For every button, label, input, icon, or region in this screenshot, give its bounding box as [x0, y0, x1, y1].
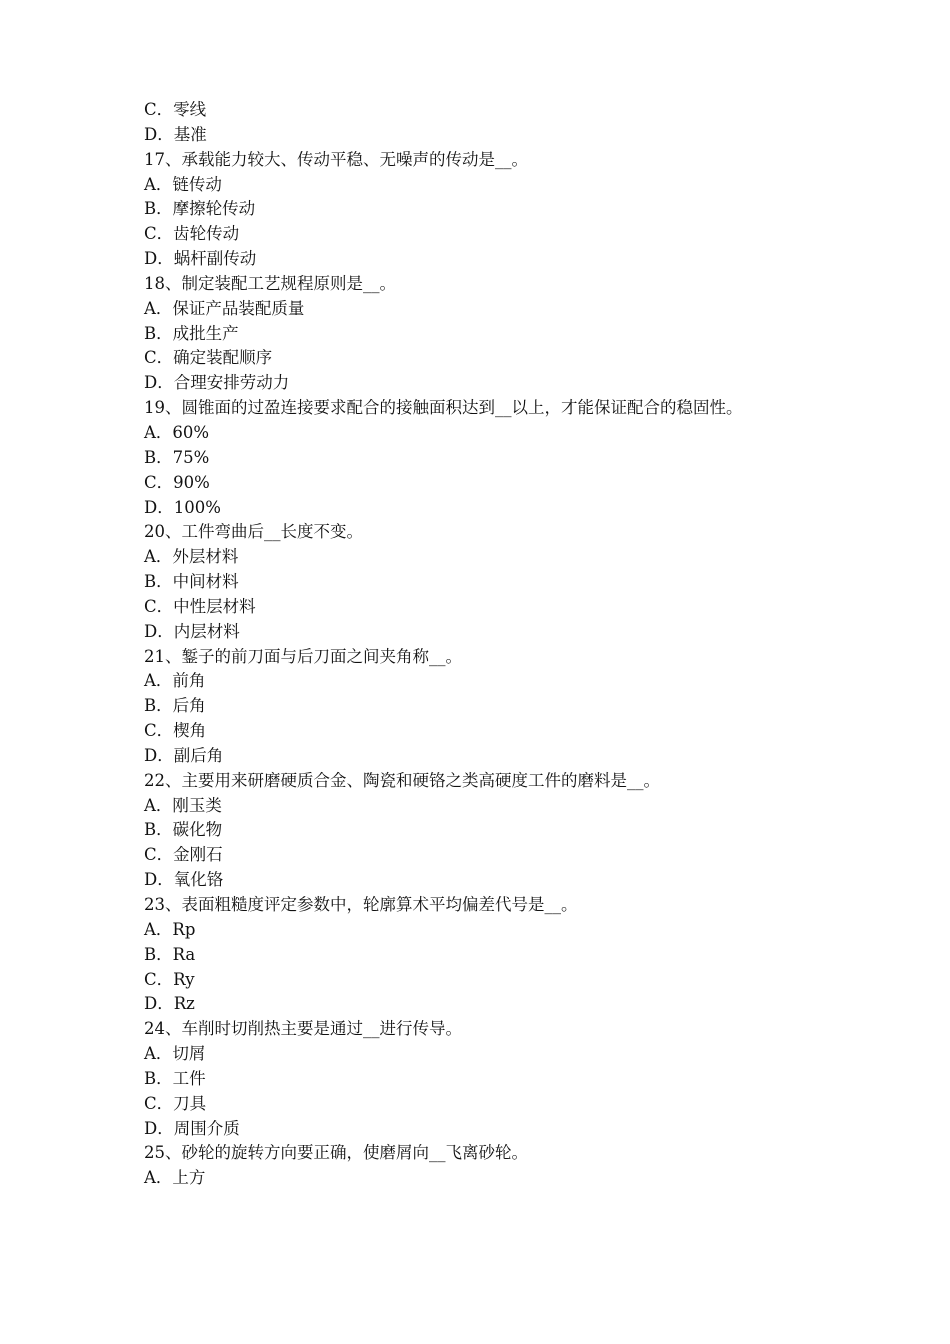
- question-line: 21、錾子的前刀面与后刀面之间夹角称__。: [144, 646, 462, 666]
- question-line: 24、车削时切削热主要是通过__进行传导。: [144, 1019, 462, 1039]
- option-line: B．成批生产: [144, 323, 239, 343]
- option-line: D．合理安排劳动力: [144, 373, 290, 393]
- option-line: D．基准: [144, 124, 207, 144]
- option-line: B．75%: [144, 447, 210, 467]
- option-line: A．上方: [144, 1168, 206, 1188]
- question-line: 22、主要用来研磨硬质合金、陶瓷和硬铬之类高硬度工件的磨料是__。: [144, 770, 660, 790]
- option-line: C．确定装配顺序: [144, 348, 273, 368]
- option-line: D．副后角: [144, 745, 224, 765]
- option-line: C．90%: [144, 472, 210, 492]
- option-line: C．楔角: [144, 721, 207, 741]
- option-line: B．Ra: [144, 944, 196, 964]
- option-line: A．刚玉类: [144, 795, 222, 815]
- option-line: B．中间材料: [144, 572, 239, 592]
- question-line: 19、圆锥面的过盈连接要求配合的接触面积达到__以上，才能保证配合的稳固性。: [144, 398, 743, 418]
- option-line: B．碳化物: [144, 820, 223, 840]
- option-line: C．齿轮传动: [144, 224, 240, 244]
- option-line: B．后角: [144, 696, 206, 716]
- option-line: A．Rp: [144, 919, 196, 939]
- option-line: A．切屑: [144, 1044, 206, 1064]
- option-line: C．零线: [144, 100, 207, 119]
- option-line: A．外层材料: [144, 547, 239, 567]
- question-line: 23、表面粗糙度评定参数中，轮廓算术平均偏差代号是__。: [144, 895, 578, 914]
- option-line: D．100%: [144, 497, 221, 517]
- question-line: 17、承载能力较大、传动平稳、无噪声的传动是__。: [144, 149, 528, 169]
- question-list: [144, 98, 824, 1191]
- question-line: 25、砂轮的旋转方向要正确，使磨屑向__飞离砂轮。: [144, 1143, 528, 1163]
- option-line: A．60%: [144, 422, 210, 442]
- option-line: B．工件: [144, 1068, 206, 1088]
- question-line: 18、制定装配工艺规程原则是__。: [144, 273, 396, 293]
- option-line: C．Ry: [144, 969, 195, 989]
- option-line: D．内层材料: [144, 621, 240, 641]
- option-line: A．前角: [144, 671, 206, 691]
- option-line: C．中性层材料: [144, 596, 256, 616]
- option-line: B．摩擦轮传动: [144, 199, 256, 219]
- option-line: D．周围介质: [144, 1118, 240, 1138]
- option-line: A．链传动: [144, 174, 222, 194]
- option-line: A．保证产品装配质量: [144, 298, 305, 318]
- option-line: D．蜗杆副传动: [144, 249, 257, 269]
- option-line: D．Rz: [144, 994, 195, 1014]
- question-line: 20、工件弯曲后__长度不变。: [144, 522, 363, 542]
- option-line: D．氧化铬: [144, 870, 224, 890]
- option-line: C．刀具: [144, 1093, 207, 1113]
- option-line: C．金刚石: [144, 845, 223, 865]
